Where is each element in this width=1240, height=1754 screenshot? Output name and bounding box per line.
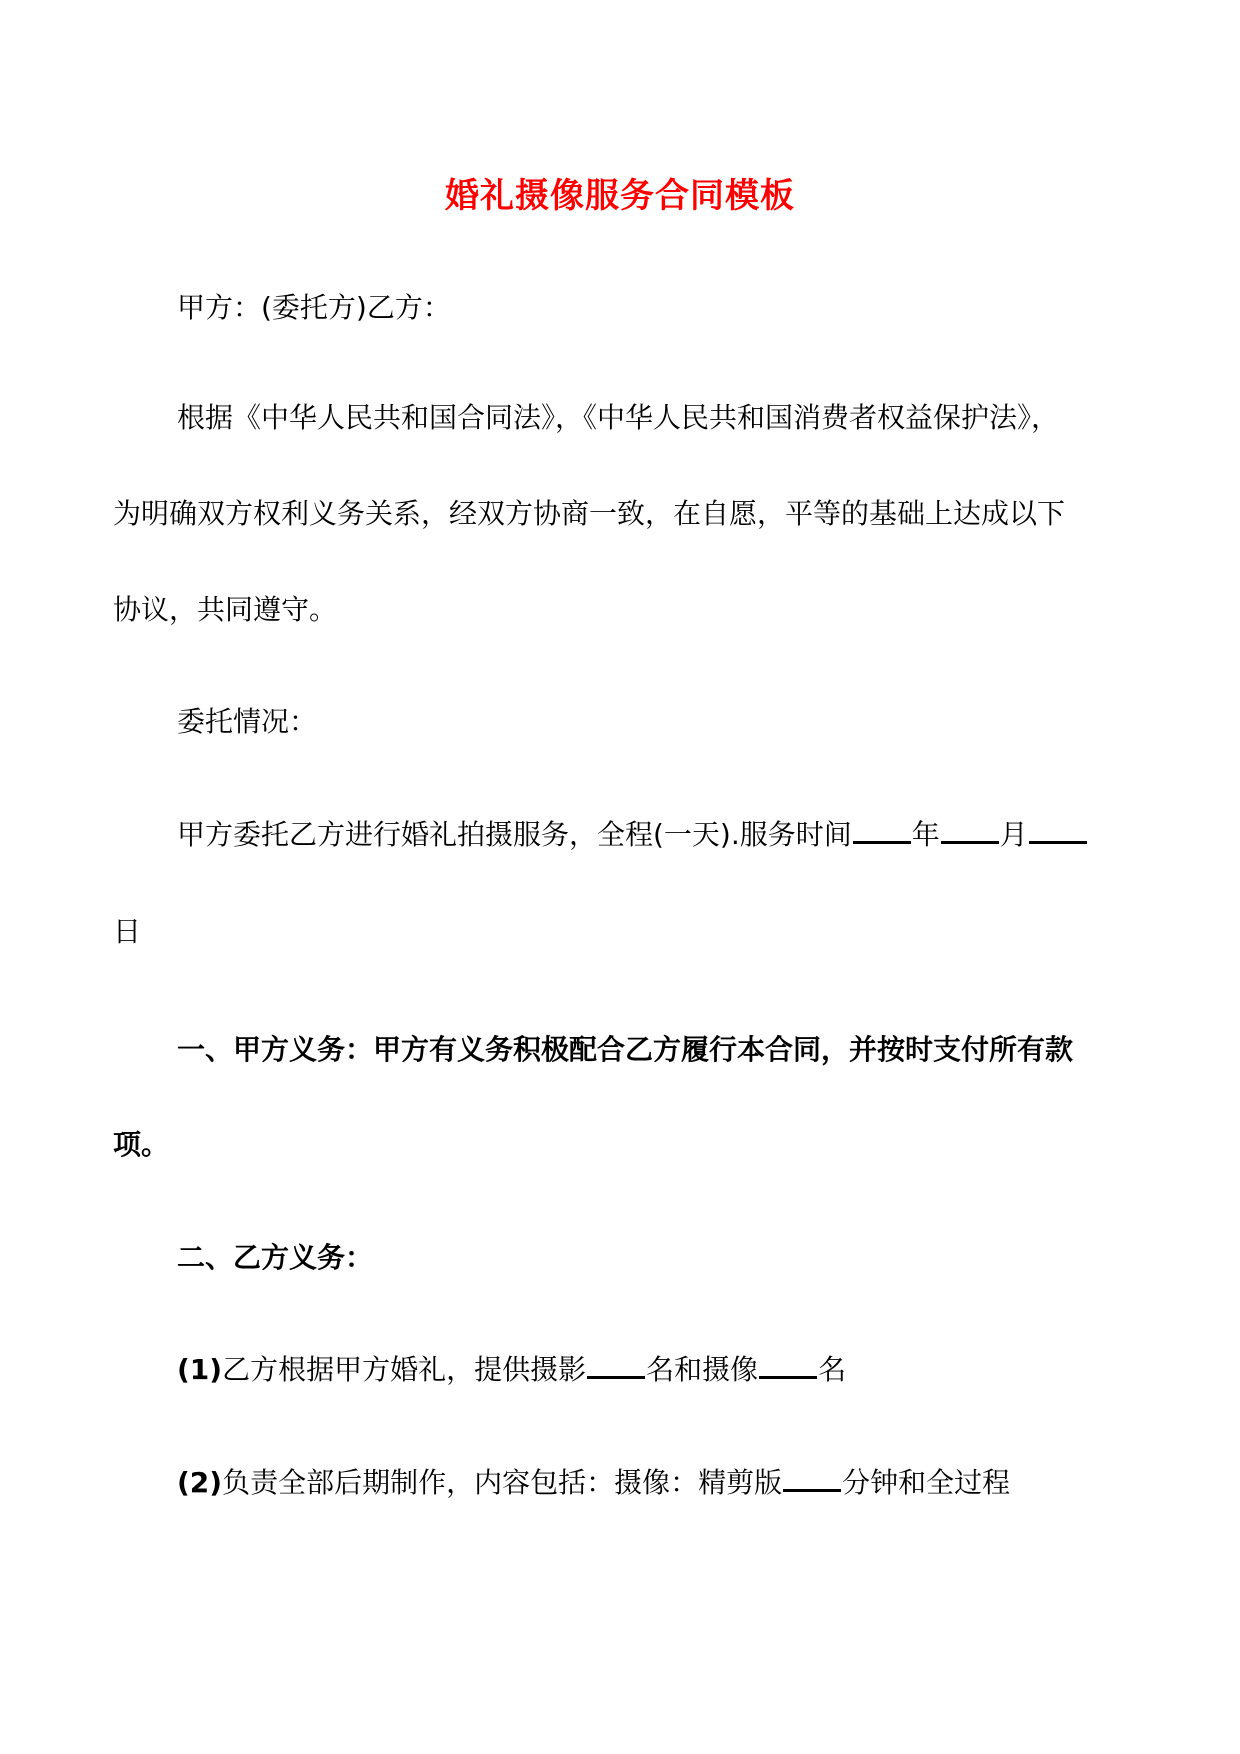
day-label: 日 bbox=[113, 915, 142, 948]
minutes-blank bbox=[783, 1463, 841, 1492]
item-2-number: (2) bbox=[177, 1466, 223, 1499]
party-a-obligation-line-1: 一、甲方义务：甲方有义务积极配合乙方履行本合同，并按时支付所有款 bbox=[177, 1033, 1074, 1066]
party-b-heading: 二、乙方义务： bbox=[177, 1241, 374, 1274]
intro-line-3: 协议，共同遵守。 bbox=[113, 593, 338, 626]
party-a-obligation-line-2: 项。 bbox=[113, 1128, 170, 1161]
item-1-mid: 名和摄像 bbox=[646, 1353, 759, 1386]
item-2-text: 负责全部后期制作，内容包括：摄像：精剪版 bbox=[222, 1466, 783, 1499]
year-label: 年 bbox=[911, 818, 940, 851]
item-2-end: 分钟和全过程 bbox=[842, 1466, 1011, 1499]
videographer-count-blank bbox=[759, 1350, 817, 1379]
month-label: 月 bbox=[999, 818, 1028, 851]
photographer-count-blank bbox=[587, 1350, 645, 1379]
item-1-text: 乙方根据甲方婚礼，提供摄影 bbox=[222, 1353, 587, 1386]
commission-line bbox=[177, 815, 1088, 855]
parties-line: 甲方：(委托方)乙方： bbox=[177, 291, 451, 324]
item-1-number: (1) bbox=[177, 1353, 223, 1386]
document-title: 婚礼摄像服务合同模板 bbox=[445, 176, 795, 216]
intro-line-2: 为明确双方权利义务关系，经双方协商一致，在自愿，平等的基础上达成以下 bbox=[113, 497, 1066, 530]
item-1-end: 名 bbox=[818, 1353, 847, 1386]
commission-text: 甲方委托乙方进行婚礼拍摄服务，全程(一天).服务时间 bbox=[177, 818, 852, 851]
day-blank bbox=[1029, 815, 1087, 844]
year-blank bbox=[853, 815, 911, 844]
item-1 bbox=[177, 1350, 846, 1390]
item-2 bbox=[177, 1463, 1010, 1503]
month-blank bbox=[941, 815, 999, 844]
intro-line-1: 根据《中华人民共和国合同法》，《中华人民共和国消费者权益保护法》， bbox=[177, 401, 1060, 434]
commission-heading: 委托情况： bbox=[177, 705, 318, 738]
